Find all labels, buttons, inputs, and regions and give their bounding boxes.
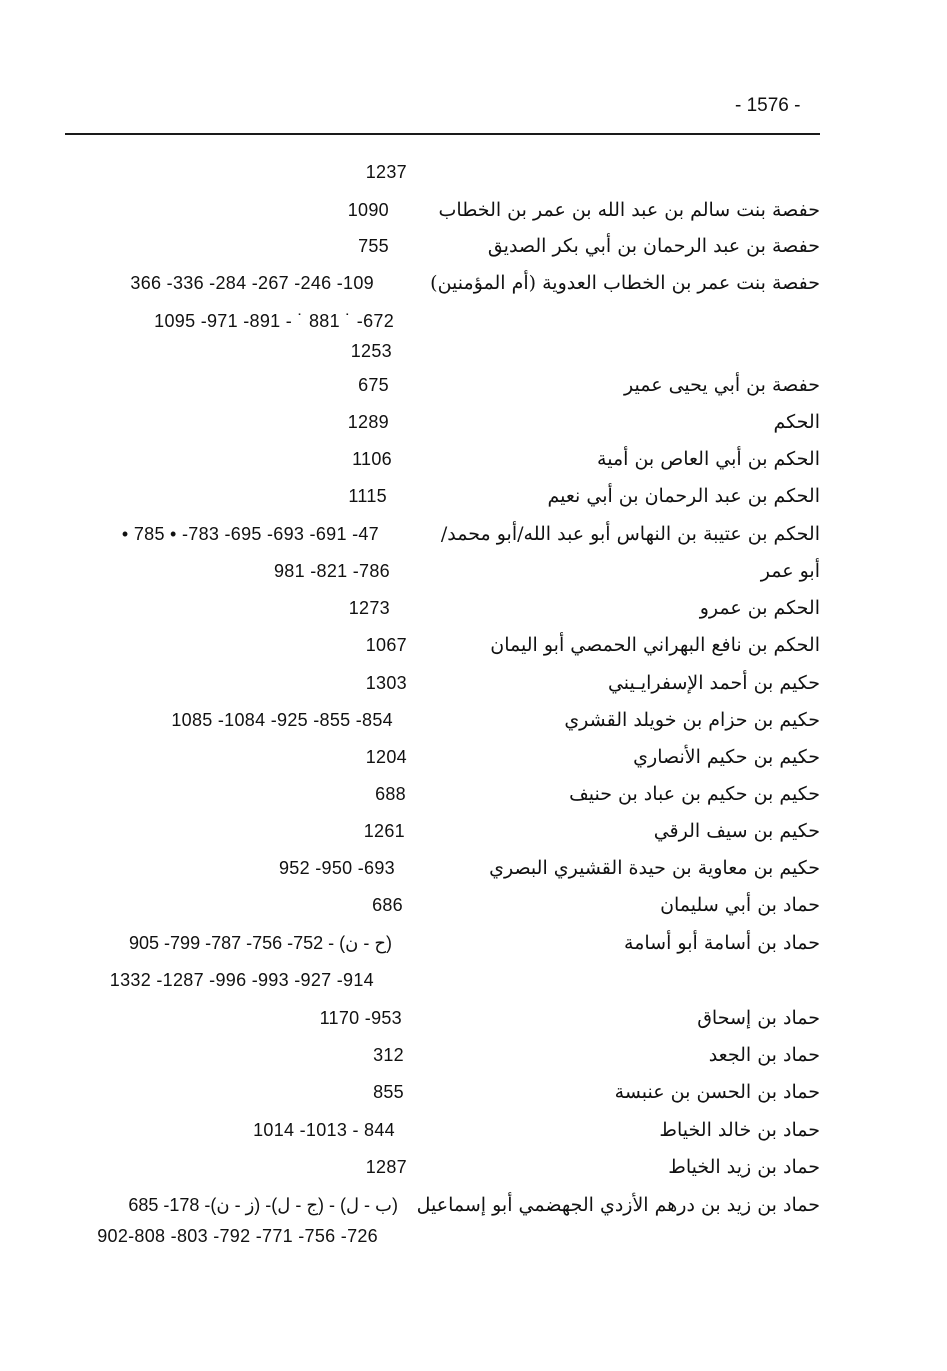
index-entry — [0, 407, 947, 441]
entry-name: الحكم بن أبي العاص بن أمية — [597, 448, 820, 470]
entry-name: حكيم بن سيف الرقي — [653, 820, 820, 842]
entry-name: حكيم بن أحمد الإسفرايـيني — [607, 672, 820, 694]
entry-name: الحكم — [773, 411, 820, 433]
entry-page-refs: 755 — [358, 236, 389, 256]
entry-page-refs: 902-808 -803 -792 -771 -756 -726 — [97, 1226, 378, 1246]
index-entry — [0, 370, 947, 404]
entry-page-refs: 1067 — [365, 635, 407, 655]
entry-name: حفصة بن أبي يحيى عمير — [624, 374, 820, 396]
entry-page-refs: 1085 -1084 -925 -855 -854 — [171, 710, 393, 730]
entry-page-refs: 1095 -971 -891 - ˙ 881 ˙ -672 — [154, 311, 394, 331]
index-entry — [0, 1152, 947, 1186]
index-entry — [0, 965, 947, 999]
entry-page-refs: 1261 — [363, 821, 405, 841]
index-entry — [0, 306, 947, 340]
entry-page-refs: 855 — [373, 1082, 404, 1102]
index-entry — [0, 890, 947, 924]
entry-page-refs: 1237 — [365, 162, 407, 182]
entry-name: الحكم بن عمرو — [699, 597, 820, 619]
index-entry — [0, 519, 947, 553]
entry-page-refs: 312 — [373, 1045, 404, 1065]
entry-name: حكيم بن معاوية بن حيدة القشيري البصري — [489, 857, 820, 879]
entry-page-refs: • 785 • -783 -695 -693 -691 -47 — [121, 524, 379, 544]
entry-name: حماد بن أبي سليمان — [660, 894, 820, 916]
entry-page-refs: 1204 — [365, 747, 407, 767]
entry-name: الحكم بن عبد الرحمان بن أبي نعيم — [547, 485, 820, 507]
index-entry — [0, 195, 947, 229]
entry-name: حماد بن زيد بن درهم الأزدي الجهضمي أبو إسماعيل — [416, 1194, 820, 1216]
entry-name: حماد بن أسامة أبو أسامة — [624, 932, 820, 954]
entry-page-refs: 1253 — [350, 341, 392, 361]
entry-name: حماد بن خالد الخياط — [659, 1119, 820, 1141]
entry-name: حماد بن زيد الخياط — [668, 1156, 820, 1178]
entry-page-refs: 675 — [358, 375, 389, 395]
entry-page-refs: 685 -178 -(ز - ن) -(ج - ل) - (ب - ل) — [128, 1195, 398, 1215]
entry-name: الحكم بن نافع البهراني الحمصي أبو اليمان — [490, 634, 820, 656]
index-entry — [0, 1190, 947, 1224]
entry-page-refs: 688 — [375, 784, 406, 804]
index-entry — [0, 630, 947, 664]
entry-name: حفصة بنت عمر بن الخطاب العدوية (أم المؤمنين) — [430, 272, 820, 294]
index-entry — [0, 231, 947, 265]
entry-page-refs: 1170 -953 — [319, 1008, 402, 1028]
index-entry — [0, 705, 947, 739]
entry-name: حماد بن الجعد — [708, 1044, 820, 1066]
entry-name: حكيم بن حكيم بن عباد بن حنيف — [569, 783, 820, 805]
entry-page-refs: 952 -950 -693 — [279, 858, 395, 878]
entry-page-refs: 1115 — [348, 486, 387, 506]
index-entry — [0, 1003, 947, 1037]
entry-page-refs: 1287 — [365, 1157, 407, 1177]
entry-page-refs: 366 -336 -284 -267 -246 -109 — [130, 273, 374, 293]
index-entry — [0, 336, 947, 370]
entry-name: حماد بن إسحاق — [697, 1007, 820, 1029]
entry-page-refs: 1303 — [365, 673, 407, 693]
index-entry — [0, 1115, 947, 1149]
entry-page-refs: 981 -821 -786 — [274, 561, 390, 581]
entry-page-refs: 686 — [372, 895, 403, 915]
entry-page-refs: 905 -799 -787 -756 -752 - (ح - ن) — [129, 933, 392, 953]
entry-page-refs: 1106 — [352, 449, 392, 469]
index-entry — [0, 593, 947, 627]
entry-name: الحكم بن عتيبة بن النهاس أبو عبد الله/أبو محمد/ — [440, 523, 820, 545]
entry-page-refs: 1332 -1287 -996 -993 -927 -914 — [109, 970, 374, 990]
entry-name: أبو عمر — [760, 560, 820, 582]
entry-name: حكيم بن حكيم الأنصاري — [633, 746, 820, 768]
index-entry — [0, 444, 947, 478]
index-entry — [0, 742, 947, 776]
entry-name: حفصة بن عبد الرحمان بن أبي بكر الصديق — [487, 235, 820, 257]
entry-page-refs: 1014 -1013 - 844 — [253, 1120, 395, 1140]
entry-page-refs: 1289 — [347, 412, 389, 432]
index-entry — [0, 668, 947, 702]
index-entry — [0, 157, 947, 191]
entry-name: حفصة بنت سالم بن عبد الله بن عمر بن الخطاب — [438, 199, 820, 221]
index-entry — [0, 268, 947, 302]
index-entry — [0, 816, 947, 850]
index-entry — [0, 853, 947, 887]
index-entry — [0, 1077, 947, 1111]
index-entry — [0, 556, 947, 590]
index-entry — [0, 481, 947, 515]
index-entry — [0, 1221, 947, 1255]
entry-page-refs: 1090 — [347, 200, 389, 220]
entry-page-refs: 1273 — [348, 598, 390, 618]
index-entry — [0, 928, 947, 962]
index-entry — [0, 1040, 947, 1074]
entry-name: حكيم بن حزام بن خويلد القشري — [564, 709, 820, 731]
page-number: - 1576 - — [735, 95, 801, 116]
entry-name: حماد بن الحسن بن عنبسة — [614, 1081, 820, 1103]
index-entry — [0, 779, 947, 813]
